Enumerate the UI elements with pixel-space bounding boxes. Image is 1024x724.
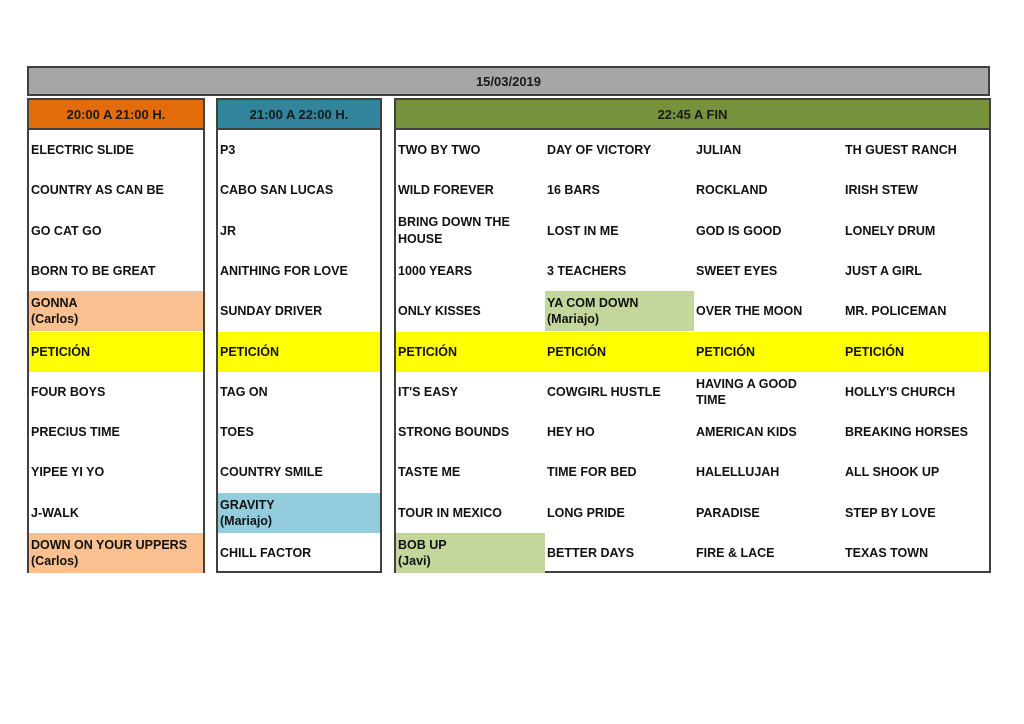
song-cell: [694, 211, 843, 251]
song-title: STRONG BOUNDS: [398, 425, 510, 440]
dancer-name: (Mariajo): [220, 513, 273, 528]
song-text-wrap: [547, 344, 606, 360]
song-text-wrap: [845, 545, 928, 561]
song-title: PETICIÓN: [220, 344, 280, 359]
song-text-wrap: [398, 464, 460, 480]
song-text-wrap: [398, 214, 510, 247]
song-cell: [545, 251, 694, 291]
song-text-wrap: [220, 303, 322, 319]
song-cell: [396, 452, 545, 492]
time-block-header-label: 20:00 A 21:00 H.: [66, 106, 166, 122]
song-text-wrap: [220, 263, 348, 279]
song-cell: [396, 251, 545, 291]
song-title: GONNA: [31, 296, 78, 311]
song-text-wrap: [398, 303, 481, 319]
song-cell: [218, 533, 380, 573]
song-cell: [843, 493, 989, 533]
date-label: 15/03/2019: [475, 73, 542, 89]
song-text-wrap: [220, 142, 235, 158]
time-block-first: [27, 98, 205, 573]
song-title: 1000 YEARS: [398, 263, 473, 278]
song-text-wrap: [547, 263, 626, 279]
time-block-second: [216, 98, 382, 573]
song-title: JUST A GIRL: [845, 263, 922, 278]
song-title: HALELLUJAH: [696, 465, 780, 480]
song-text-wrap: [547, 384, 661, 400]
song-title: ANITHING FOR LOVE: [220, 263, 348, 278]
song-text-wrap: [845, 142, 957, 158]
song-title: CHILL FACTOR: [220, 546, 312, 561]
song-text-wrap: [547, 182, 600, 198]
song-title: ELECTRIC SLIDE: [31, 143, 134, 158]
song-cell: [396, 291, 545, 331]
song-title: BORN TO BE GREAT: [31, 263, 156, 278]
song-title: PETICIÓN: [547, 344, 607, 359]
song-title: LONG PRIDE: [547, 505, 625, 520]
song-cell: [694, 170, 843, 210]
song-cell: [545, 493, 694, 533]
song-title: TAG ON: [220, 384, 268, 399]
time-block-third: [394, 98, 991, 573]
song-title: GRAVITY: [220, 497, 275, 512]
song-cell: [396, 372, 545, 412]
song-text-wrap: [31, 182, 164, 198]
song-text-wrap: [696, 223, 781, 239]
song-text-wrap: [845, 344, 904, 360]
song-cell: [218, 211, 380, 251]
song-text-wrap: [31, 142, 134, 158]
song-text-wrap: [31, 424, 120, 440]
song-cell: [29, 533, 203, 573]
song-text-wrap: [696, 263, 777, 279]
song-text-wrap: [845, 223, 935, 239]
song-title: YA COM DOWN: [547, 296, 639, 311]
song-text-wrap: [220, 223, 236, 239]
song-title: PETICIÓN: [398, 344, 458, 359]
song-title: ROCKLAND: [696, 183, 768, 198]
song-title: GOD IS GOOD: [696, 223, 782, 238]
song-title: DAY OF VICTORY: [547, 143, 652, 158]
song-text-wrap: [220, 424, 254, 440]
song-cell: [694, 291, 843, 331]
peticion-cell: [843, 332, 989, 372]
song-title: LOST IN ME: [547, 223, 619, 238]
song-title: LONELY DRUM: [845, 223, 936, 238]
song-cell: [545, 170, 694, 210]
song-text-wrap: [398, 344, 457, 360]
song-text-wrap: [220, 497, 275, 530]
song-title: PRECIUS TIME: [31, 425, 120, 440]
song-title: YIPEE YI YO: [31, 465, 105, 480]
song-title: HOLLY'S CHURCH: [845, 384, 956, 399]
song-title: BOB UP: [398, 537, 447, 552]
song-title: JR: [220, 223, 236, 238]
song-cell: [843, 170, 989, 210]
song-cell: [29, 372, 203, 412]
song-text-wrap: [220, 344, 279, 360]
song-text-wrap: [547, 505, 625, 521]
song-cell: [545, 211, 694, 251]
song-cell: [694, 372, 843, 412]
song-cell: [29, 251, 203, 291]
time-block-header: [29, 100, 203, 130]
song-title: TEXAS TOWN: [845, 546, 929, 561]
song-cell: [218, 452, 380, 492]
song-title: TASTE ME: [398, 465, 461, 480]
time-block-header-label: 21:00 A 22:00 H.: [249, 106, 349, 122]
song-title: OVER THE MOON: [696, 304, 803, 319]
song-title: AMERICAN KIDS: [696, 425, 797, 440]
song-cell: [843, 372, 989, 412]
song-cell: [218, 291, 380, 331]
song-title: P3: [220, 143, 236, 158]
song-text-wrap: [845, 384, 955, 400]
song-text-wrap: [845, 424, 968, 440]
song-title: CABO SAN LUCAS: [220, 183, 334, 198]
song-cell: [218, 412, 380, 452]
song-cell: [843, 211, 989, 251]
song-text-wrap: [31, 384, 105, 400]
peticion-cell: [396, 332, 545, 372]
dancer-name: (Carlos): [31, 554, 79, 569]
song-text-wrap: [547, 295, 638, 328]
dancer-name: (Javi): [398, 554, 431, 569]
song-title: PARADISE: [696, 505, 760, 520]
time-block-header: [218, 100, 380, 130]
song-title: FIRE & LACE: [696, 546, 775, 561]
dancer-name: (Carlos): [31, 312, 79, 327]
song-cell: [396, 211, 545, 251]
song-text-wrap: [845, 182, 918, 198]
song-title: PETICIÓN: [845, 344, 905, 359]
song-text-wrap: [696, 545, 774, 561]
song-text-wrap: [845, 303, 946, 319]
song-title: COUNTRY SMILE: [220, 465, 323, 480]
time-block-header: [396, 100, 989, 130]
song-text-wrap: [696, 142, 741, 158]
song-cell: [218, 251, 380, 291]
peticion-cell: [29, 332, 203, 372]
song-text-wrap: [547, 424, 595, 440]
song-cell: [29, 291, 203, 331]
song-text-wrap: [31, 505, 79, 521]
song-cell: [545, 452, 694, 492]
song-text-wrap: [220, 182, 333, 198]
song-title: ONLY KISSES: [398, 304, 481, 319]
song-cell: [694, 412, 843, 452]
song-text-wrap: [398, 424, 509, 440]
song-text-wrap: [398, 263, 472, 279]
song-cell: [694, 130, 843, 170]
song-cell: [694, 452, 843, 492]
song-title: SUNDAY DRIVER: [220, 304, 323, 319]
song-title: WILD FOREVER: [398, 183, 494, 198]
song-text-wrap: [696, 182, 768, 198]
song-text-wrap: [696, 464, 779, 480]
song-text-wrap: [398, 384, 458, 400]
song-cell: [694, 251, 843, 291]
song-title: BRING DOWN THE HOUSE: [398, 215, 510, 246]
song-cell: [843, 533, 989, 573]
song-cell: [29, 412, 203, 452]
song-title: TOUR IN MEXICO: [398, 505, 502, 520]
song-text-wrap: [31, 295, 78, 328]
song-title: TH GUEST RANCH: [845, 143, 957, 158]
song-cell: [218, 493, 380, 533]
song-cell: [396, 170, 545, 210]
song-cell: [396, 412, 545, 452]
song-text-wrap: [845, 505, 936, 521]
song-title: TIME FOR BED: [547, 465, 637, 480]
song-text-wrap: [398, 505, 502, 521]
song-text-wrap: [220, 464, 323, 480]
song-title: GO CAT GO: [31, 223, 102, 238]
song-cell: [545, 291, 694, 331]
song-cell: [843, 251, 989, 291]
song-cell: [218, 130, 380, 170]
song-cell: [29, 493, 203, 533]
song-text-wrap: [31, 263, 156, 279]
song-text-wrap: [845, 464, 939, 480]
song-cell: [545, 412, 694, 452]
song-text-wrap: [696, 344, 755, 360]
song-cell: [29, 170, 203, 210]
song-text-wrap: [696, 303, 802, 319]
song-text-wrap: [398, 142, 480, 158]
song-text-wrap: [31, 223, 102, 239]
peticion-cell: [694, 332, 843, 372]
song-text-wrap: [696, 505, 760, 521]
peticion-cell: [218, 332, 380, 372]
song-text-wrap: [31, 537, 187, 570]
song-text-wrap: [845, 263, 922, 279]
song-title: 3 TEACHERS: [547, 263, 627, 278]
song-text-wrap: [31, 464, 104, 480]
song-cell: [29, 211, 203, 251]
time-block-header-label: 22:45 A FIN: [657, 106, 728, 122]
song-cell: [218, 372, 380, 412]
song-title: DOWN ON YOUR UPPERS: [31, 537, 188, 552]
song-text-wrap: [220, 384, 268, 400]
song-title: PETICIÓN: [696, 344, 756, 359]
song-title: 16 BARS: [547, 183, 600, 198]
song-title: FOUR BOYS: [31, 384, 106, 399]
song-text-wrap: [696, 424, 797, 440]
song-cell: [843, 130, 989, 170]
song-title: IT'S EASY: [398, 384, 458, 399]
dancer-name: (Mariajo): [547, 312, 600, 327]
song-cell: [843, 452, 989, 492]
song-title: J-WALK: [31, 505, 79, 520]
song-text-wrap: [220, 545, 311, 561]
song-cell: [843, 291, 989, 331]
song-cell: [694, 533, 843, 573]
song-cell: [396, 130, 545, 170]
song-title: MR. POLICEMAN: [845, 304, 947, 319]
song-text-wrap: [696, 376, 797, 409]
song-title: HAVING A GOOD TIME: [696, 376, 797, 407]
song-text-wrap: [31, 344, 90, 360]
song-title: JULIAN: [696, 143, 742, 158]
song-cell: [545, 130, 694, 170]
song-cell: [843, 412, 989, 452]
song-cell: [545, 533, 694, 573]
song-text-wrap: [398, 182, 494, 198]
song-title: IRISH STEW: [845, 183, 918, 198]
song-title: BREAKING HORSES: [845, 425, 968, 440]
song-cell: [29, 130, 203, 170]
song-title: ALL SHOOK UP: [845, 465, 940, 480]
song-text-wrap: [547, 223, 619, 239]
peticion-cell: [545, 332, 694, 372]
song-cell: [396, 533, 545, 573]
song-title: SWEET EYES: [696, 263, 778, 278]
song-cell: [218, 170, 380, 210]
song-title: TWO BY TWO: [398, 143, 481, 158]
song-cell: [396, 493, 545, 533]
song-title: TOES: [220, 425, 254, 440]
song-title: HEY HO: [547, 425, 595, 440]
song-cell: [29, 452, 203, 492]
song-title: STEP BY LOVE: [845, 505, 936, 520]
song-text-wrap: [398, 537, 447, 570]
song-title: COWGIRL HUSTLE: [547, 384, 661, 399]
song-title: COUNTRY AS CAN BE: [31, 183, 164, 198]
date-header: [27, 66, 990, 96]
song-cell: [694, 493, 843, 533]
song-cell: [545, 372, 694, 412]
song-title: PETICIÓN: [31, 344, 91, 359]
song-text-wrap: [547, 545, 634, 561]
song-text-wrap: [547, 464, 637, 480]
song-title: BETTER DAYS: [547, 546, 635, 561]
song-text-wrap: [547, 142, 651, 158]
